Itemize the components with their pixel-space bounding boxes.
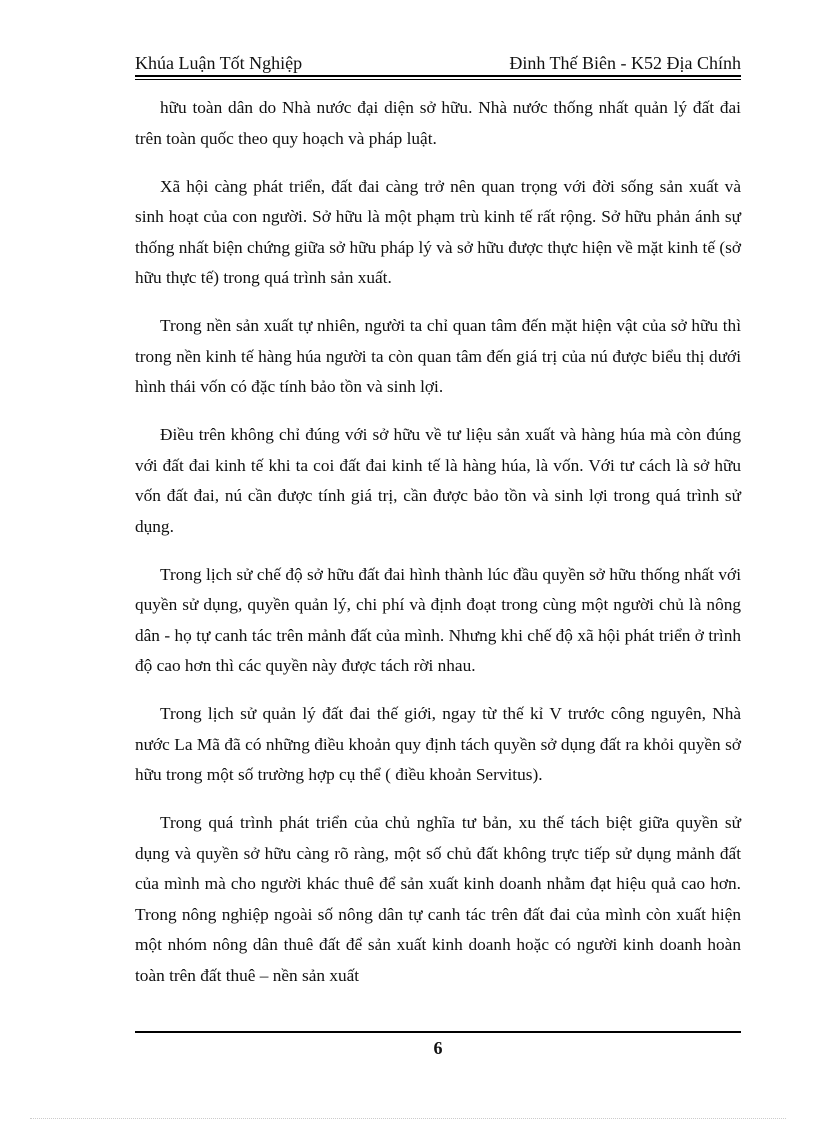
document-body — [135, 93, 741, 1009]
header-right-author: Đinh Thế Biên - K52 Địa Chính — [509, 53, 741, 73]
page-edge-dotted-line — [30, 1118, 786, 1119]
paragraph-5: Trong lịch sử chế độ sở hữu đất đai hình thành lúc đầu quyền sở hữu thống nhất với quyền sử dụng, quyền quản lý, chi phí và định đoạt trong cùng một người chủ là nông dân - họ tự canh tác trên mảnh đất của mình. Nhưng khi chế độ xã hội phát triển ở trình độ cao hơn thì các quyền này được tách rời nhau. — [135, 564, 741, 675]
page-header — [135, 46, 741, 74]
header-divider-thin — [135, 79, 741, 80]
footer-divider — [135, 1031, 741, 1033]
paragraph-3: Trong nền sản xuất tự nhiên, người ta chỉ quan tâm đến mặt hiện vật của sở hữu thì trong nền kinh tế hàng húa người ta còn quan tâm đến giá trị của nú được biểu thị dưới hình thái vốn có đặc tính bảo tồn và sinh lợi. — [135, 316, 741, 396]
header-left-title: Khúa Luận Tốt Nghiệp — [135, 53, 303, 73]
paragraph-1: hữu toàn dân do Nhà nước đại diện sở hữu. Nhà nước thống nhất quản lý đất đai trên toàn quốc theo quy hoạch và pháp luật. — [135, 98, 741, 148]
paragraph-7: Trong quá trình phát triển của chủ nghĩa tư bản, xu thế tách biệt giữa quyền sử dụng và quyền sở hữu càng rõ ràng, một số chủ đất không trực tiếp sử dụng mảnh đất của mình mà cho người khác thuê để sản xuất kinh doanh nhằm đạt hiệu quả cao hơn. Trong nông nghiệp ngoài số nông dân tự canh tác trên đất đai của mình còn xuất hiện một nhóm nông dân thuê đất để sản xuất kinh doanh hoặc có người kinh doanh hoàn toàn trên đất thuê – nền sản xuất — [135, 813, 741, 985]
page-number: 6 — [433, 1038, 443, 1058]
paragraph-4: Điều trên không chỉ đúng với sở hữu về tư liệu sản xuất và hàng húa mà còn đúng với đất đai kinh tế khi ta coi đất đai kinh tế là hàng húa, là vốn. Với tư cách là sở hữu vốn đất đai, nú cần được tính giá trị, cần được bảo tồn và sinh lợi trong quá trình sử dụng. — [135, 425, 741, 536]
paragraph-2: Xã hội càng phát triển, đất đai càng trở nên quan trọng với đời sống sản xuất và sinh hoạt của con người. Sở hữu là một phạm trù kinh tế rất rộng. Sở hữu phản ánh sự thống nhất biện chứng giữa sở hữu pháp lý và sở hữu được thực hiện về mặt kinh tế (sở hữu thực tế) trong quá trình sản xuất. — [135, 176, 741, 287]
header-divider — [135, 75, 741, 77]
paragraph-6: Trong lịch sử quản lý đất đai thế giới, ngay từ thế kỉ V trước công nguyên, Nhà nước La Mã đã có những điều khoản quy định tách quyền sở dụng đất ra khỏi quyền sở hữu trong một số trường hợp cụ thể ( điều khoản Servitus). — [135, 704, 741, 784]
